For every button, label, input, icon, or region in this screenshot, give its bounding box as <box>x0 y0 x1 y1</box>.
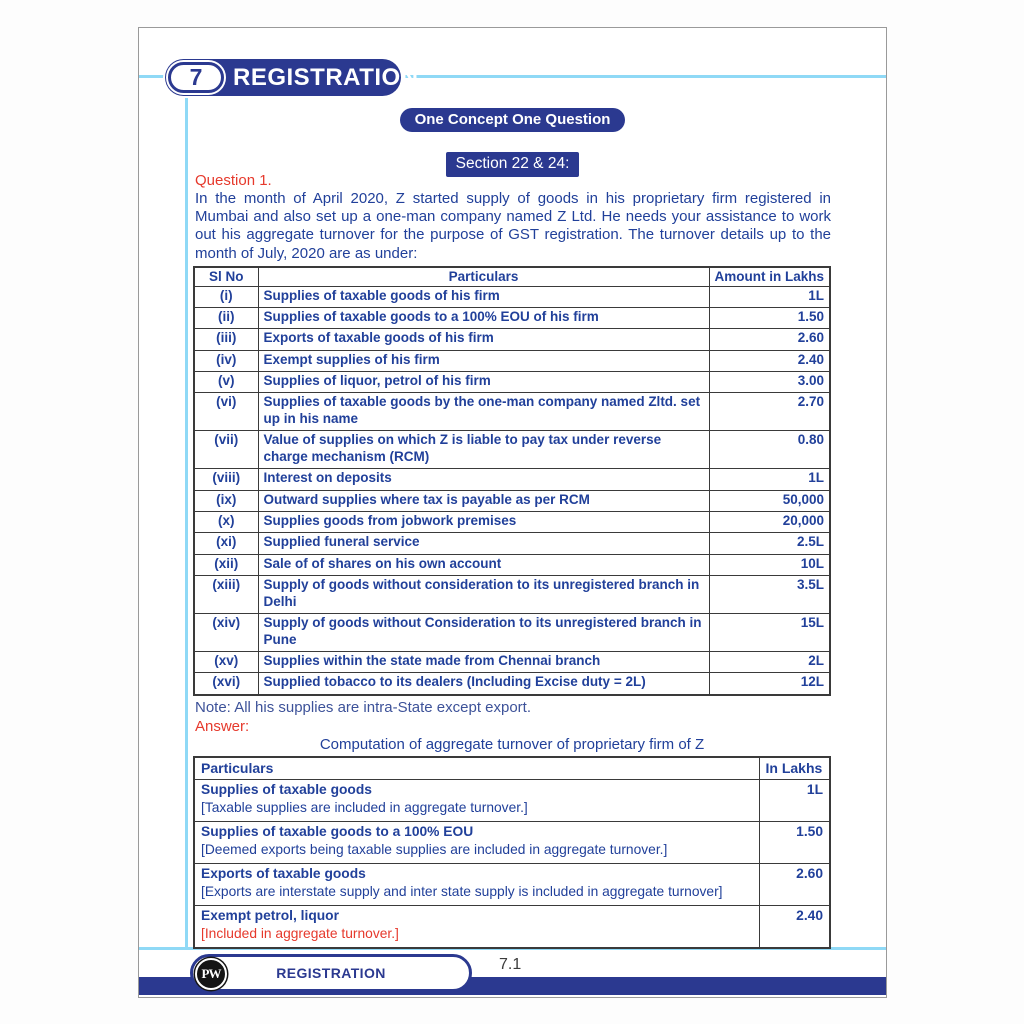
turnover-table <box>193 266 831 696</box>
chapter-badge <box>165 59 419 96</box>
table-row <box>194 512 830 533</box>
table-row <box>194 673 830 695</box>
particulars-cell: Supplies of liquor, petrol of his firm <box>258 372 709 393</box>
particulars-cell: Supply of goods without consideration to its unregistered branch in Delhi <box>258 575 709 613</box>
table-row <box>194 372 830 393</box>
amount-cell: 1.50 <box>709 308 830 329</box>
question-text: In the month of April 2020, Z started supply of goods in his proprietary firm registered in Mumbai and also set up a one-man company named Z Ltd. He needs your assistance to work out his aggregate turnover for the purpose of GST registration. The turnover details up to the month of July, 2020 are as under: <box>195 190 831 262</box>
amount-cell: 1.50 <box>759 821 830 863</box>
table-row <box>194 393 830 431</box>
table-row <box>194 469 830 490</box>
particulars-cell: Value of supplies on which Z is liable to pay tax under reverse charge mechanism (RCM) <box>258 431 709 469</box>
question-label: Question 1. <box>195 172 272 189</box>
col-header-particulars: Particulars <box>258 267 709 287</box>
table-row <box>194 350 830 371</box>
col-header-slno: Sl No <box>194 267 258 287</box>
table-row <box>194 821 830 863</box>
table-row <box>194 490 830 511</box>
computation-title: Computation of aggregate turnover of proprietary firm of Z <box>319 735 705 753</box>
note-text: Note: All his supplies are intra-State except export. <box>195 698 532 716</box>
slno-cell: (iv) <box>194 350 258 371</box>
page-content <box>193 172 831 949</box>
table-row <box>194 533 830 554</box>
slno-cell: (i) <box>194 286 258 307</box>
amount-cell: 2.40 <box>759 905 830 948</box>
amount-cell: 3.00 <box>709 372 830 393</box>
slno-cell: (xiv) <box>194 614 258 652</box>
particulars-cell <box>194 905 759 948</box>
amount-cell: 2.60 <box>709 329 830 350</box>
footer-chapter-label: REGISTRATION <box>276 965 386 981</box>
slno-cell: (iii) <box>194 329 258 350</box>
col-header-amount: Amount in Lakhs <box>709 267 830 287</box>
particulars-cell: Exports of taxable goods of his firm <box>258 329 709 350</box>
particulars-cell: Supplies goods from jobwork premises <box>258 512 709 533</box>
concept-badge: One Concept One Question <box>400 108 626 132</box>
table-row <box>194 431 830 469</box>
particulars-cell: Supply of goods without Consideration to its unregistered branch in Pune <box>258 614 709 652</box>
slno-cell: (ii) <box>194 308 258 329</box>
table-row <box>194 329 830 350</box>
amount-cell: 12L <box>709 673 830 695</box>
page-number: 7.1 <box>499 956 522 973</box>
particulars-cell: Supplies of taxable goods by the one-man company named Zltd. set up in his name <box>258 393 709 431</box>
amount-cell: 10L <box>709 554 830 575</box>
amount-cell: 0.80 <box>709 431 830 469</box>
document-page <box>138 27 887 998</box>
item-note: [Deemed exports being taxable supplies are included in aggregate turnover.] <box>201 842 668 858</box>
item-title: Supplies of taxable goods to a 100% EOU <box>201 823 474 839</box>
table-row <box>194 779 830 821</box>
left-margin-line <box>185 94 188 950</box>
amount-cell: 3.5L <box>709 575 830 613</box>
particulars-cell: Supplied funeral service <box>258 533 709 554</box>
answer-label: Answer: <box>195 717 250 735</box>
chapter-title: REGISTRATION <box>233 63 419 91</box>
amount-cell: 1L <box>709 469 830 490</box>
computation-table <box>193 756 831 949</box>
slno-cell: (x) <box>194 512 258 533</box>
slno-cell: (vi) <box>194 393 258 431</box>
footer-chapter-pill <box>190 954 472 992</box>
item-note: [Taxable supplies are included in aggregate turnover.] <box>201 800 528 816</box>
table-row <box>194 554 830 575</box>
item-title: Exports of taxable goods <box>201 865 366 881</box>
table-row <box>194 575 830 613</box>
particulars-cell: Exempt supplies of his firm <box>258 350 709 371</box>
section-badge: Section 22 & 24: <box>446 152 580 177</box>
particulars-cell: Supplies of taxable goods of his firm <box>258 286 709 307</box>
table-row <box>194 905 830 948</box>
particulars-cell: Sale of of shares on his own account <box>258 554 709 575</box>
amount-cell: 2.70 <box>709 393 830 431</box>
particulars-cell <box>194 821 759 863</box>
amount-cell: 20,000 <box>709 512 830 533</box>
particulars-cell: Supplies of taxable goods to a 100% EOU of his firm <box>258 308 709 329</box>
amount-cell: 1L <box>709 286 830 307</box>
slno-cell: (xv) <box>194 652 258 673</box>
col-header-particulars: Particulars <box>194 757 759 780</box>
particulars-cell <box>194 779 759 821</box>
table-row <box>194 863 830 905</box>
table-row <box>194 308 830 329</box>
col-header-inlakhs: In Lakhs <box>759 757 830 780</box>
item-note: [Included in aggregate turnover.] <box>201 926 399 942</box>
amount-cell: 2.40 <box>709 350 830 371</box>
particulars-cell: Supplies within the state made from Chennai branch <box>258 652 709 673</box>
table-row <box>194 614 830 652</box>
amount-cell: 1L <box>759 779 830 821</box>
slno-cell: (ix) <box>194 490 258 511</box>
particulars-cell: Supplied tobacco to its dealers (Including Excise duty = 2L) <box>258 673 709 695</box>
slno-cell: (xii) <box>194 554 258 575</box>
table-row <box>194 652 830 673</box>
table-header-row <box>194 757 830 780</box>
table-row <box>194 286 830 307</box>
slno-cell: (v) <box>194 372 258 393</box>
amount-cell: 2.60 <box>759 863 830 905</box>
slno-cell: (xvi) <box>194 673 258 695</box>
chapter-number: 7 <box>168 62 224 93</box>
item-title: Exempt petrol, liquor <box>201 907 339 923</box>
item-title: Supplies of taxable goods <box>201 781 372 797</box>
table-header-row <box>194 267 830 287</box>
particulars-cell <box>194 863 759 905</box>
particulars-cell: Outward supplies where tax is payable as per RCM <box>258 490 709 511</box>
slno-cell: (xi) <box>194 533 258 554</box>
slno-cell: (vii) <box>194 431 258 469</box>
amount-cell: 50,000 <box>709 490 830 511</box>
amount-cell: 15L <box>709 614 830 652</box>
pw-logo-icon: PW <box>195 958 227 990</box>
slno-cell: (viii) <box>194 469 258 490</box>
particulars-cell: Interest on deposits <box>258 469 709 490</box>
amount-cell: 2L <box>709 652 830 673</box>
amount-cell: 2.5L <box>709 533 830 554</box>
item-note: [Exports are interstate supply and inter state supply is included in aggregate turnover] <box>201 884 723 900</box>
slno-cell: (xiii) <box>194 575 258 613</box>
